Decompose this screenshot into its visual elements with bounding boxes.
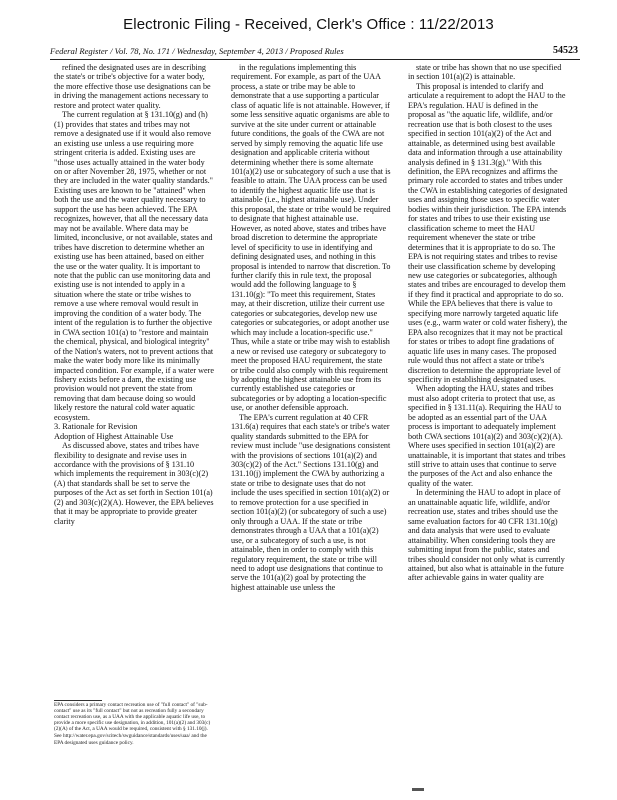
column-3 [408, 63, 568, 763]
paragraph: in the regulations implementing this requirement. For example, as part of the UAA process, a state or tribe may be able to demonstrate that a use supporting a particular class of aquatic life is not attainable. However, if some less sensitive aquatic organisms are able to survive at the site under current or attainable future conditions, the goals of the CWA are not served by simply removing the aquatic life use designation and applicable criteria without determining whether there is some alternate 101(a)(2) use or subcategory of such a use that is feasible to attain. The UAA process can be used to identify the highest aquatic life use that is attainable (i.e., highest attainable use). Under this proposal, the state or tribe would be required to designate that highest attainable use. However, as noted above, states and tribes have broad discretion to determine the appropriate level of specificity to use in identifying and defining designated uses, and nothing in this proposal is intended to narrow that discretion. To further clarify this in rule text, the proposal would add the following language to § 131.10(g): "To meet this requirement, States may, at their discretion, utilize their current use categories or subcategories, develop new use categories or subcategories, or adopt another use which may include a location-specific use." Thus, while a state or tribe may wish to establish a new or revised use category or subcategory to meet the proposed HAU requirement, the state or tribe could also comply with this requirement by adopting the highest attainable use from its currently established use categories or subcategories or by adopting a location-specific use, or another defensible approach. [231, 63, 391, 413]
scan-mark [412, 788, 424, 791]
paragraph: refined the designated uses are in describing the state's or tribe's objective for a water body, the more effective those use designations can be in driving the management actions necessary to restore and protect water quality. [54, 63, 211, 110]
column-2 [231, 63, 391, 763]
section-heading: 3. Rationale for Revision [54, 422, 138, 432]
column-1 [54, 63, 214, 763]
paragraph: The current regulation at § 131.10(g) and (h)(1) provides that states and tribes may not remove a designated use if it would also remove an existing use unless a use requiring more stringent criteria is added. Existing uses are "those uses actually attained in the water body on or after November 28, 1975, whether or not they are included in the water quality standards." Existing uses are known to be "attained" when both the use and the water quality necessary to support the use has been achieved. The EPA recognizes, however, that all the necessary data may not be available. Where data may be limited, inconclusive, or not available, states and tribes have discretion to determine whether an existing use has been attained, based on either the use or the water quality. It is important to note that the public can use monitoring data and existing use is not intended to apply in a situation where the state or tribe wishes to remove a use where removal would result in improving the condition of a water body. The intent of the regulation is to further the objective in CWA section 101(a) to "restore and maintain the chemical, physical, and biological integrity" of the Nation's waters, not to prevent actions that make the water body more like its minimally impacted condition. For example, if a water were fishery exists before a dam, the existing use provision would not prevent the state from removing that dam because doing so would likely restore the natural cold water aquatic ecosystem. [54, 110, 214, 422]
footnote: EPA considers a primary contact recreation use of "full contact" of "sub-contact" use as its "full contact" but not as recreation fully a secondary contact recreation use, as a UAA with the applicable aquatic life use, to provide a more specific use designation, in addition, 101(a)(2) and 303(c)(2)(A) of the Act, a UAA would be required, consistent with § 131.10(j). [54, 702, 211, 733]
footnote-rule [54, 700, 102, 701]
paragraph: state or tribe has shown that no use specified in section 101(a)(2) is attainable. [408, 63, 562, 82]
footnote: See http://water.epa.gov/scitech/swguidance/standards/uses/uaa/ and the EPA designated uses guidance policy. [54, 733, 207, 746]
header-rule [50, 59, 580, 60]
electronic-filing-stamp: Electronic Filing - Received, Clerk's Office : 11/22/2013 [123, 16, 494, 33]
footnotes [54, 700, 214, 747]
paragraph: This proposal is intended to clarify and articulate a requirement to adopt the HAU to the EPA's regulation. HAU is defined in the proposal as "the aquatic life, wildlife, and/or recreation use that is both closest to the uses specified in section 101(a)(2) of the Act and attainable, as determined using best available data and information through a use attainability analysis defined in § 131.3(g)." With this definition, the EPA recognizes and affirms the primary role accorded to states and tribes under the CWA in establishing categories of designated uses and assigning those uses to specific water bodies within their jurisdiction. The EPA intends for states and tribes to use their existing use classification scheme to meet the HAU requirement whenever the state or tribe determines that it is appropriate to do so. The EPA is not requiring states and tribes to revise their use classification scheme by developing new use categories or subcategories, although states and tribes are encouraged to develop them if they find it practical and appropriate to do so. While the EPA believes that there is value to specifying more narrowly targeted aquatic life uses (e.g., warm water or cold water fishery), the EPA also recognizes that it may not be practical for states or tribes to adopt fine gradations of aquatic life uses in many cases. The proposed rule would thus not affect a state or tribe's discretion to determine the appropriate level of specificity in establishing designated uses. [408, 81, 568, 384]
subsection-heading: Adoption of Highest Attainable Use [54, 431, 174, 441]
running-head-text: Federal Register / Vol. 78, No. 171 / Wednesday, September 4, 2013 / Proposed Rules [50, 46, 344, 56]
paragraph: As discussed above, states and tribes have flexibility to designate and revise uses in accordance with the provisions of § 131.10 which implements the requirement in 303(c)(2)(A) that standards shall be set to serve the purposes of the Act as set forth in Section 101(a)(2) and 303(c)(2)(A). However, the EPA believes that it may be appropriate to provide greater clarity [54, 441, 214, 526]
paragraph: In determining the HAU to adopt in place of an unattainable aquatic life, wildlife, and/or recreation use, states and tribes should use the same evaluation factors for 40 CFR 131.10(g) and data analysis that were used to evaluate attainability. When considering tools they are submitting input from the public, states and tribes should consider not only what is currently attained, but also what is attainable in the future after achievable gains in water quality are [408, 488, 565, 583]
running-head [50, 46, 578, 56]
page-number: 54523 [553, 45, 578, 56]
paragraph: When adopting the HAU, states and tribes must also adopt criteria to protect that use, as specified in § 131.11(a). Requiring the HAU to be adopted as an essential part of the UAA process is important to adequately implement both CWA sections 101(a)(2) and 303(c)(2)(A). Where uses specified in section 101(a)(2) are unattainable, it is important that states and tribes still strive to attain uses that continue to serve the purposes of the Act and also enhance the quality of the water. [408, 384, 566, 488]
paragraph: The EPA's current regulation at 40 CFR 131.6(a) requires that each state's or tribe's water quality standards submitted to the EPA for review must include "use designations consistent with the provisions of sections 101(a)(2) and 303(c)(2) of the Act." Sections 131.10(g) and 131.10(j) implement the CWA by authorizing a state or tribe to designate uses that do not include the uses specified in section 101(a)(2) or to remove protection for a use specified in section 101(a)(2) (or subcategory of such a use) only through a UAA. If the state or tribe demonstrates through a UAA that a 101(a)(2) use, or a subcategory of such a use, is not attainable, then in order to comply with this regulatory requirement, the state or tribe will need to adopt use designations that continue to serve the 101(a)(2) goal by protecting the highest attainable use unless the [231, 412, 391, 592]
